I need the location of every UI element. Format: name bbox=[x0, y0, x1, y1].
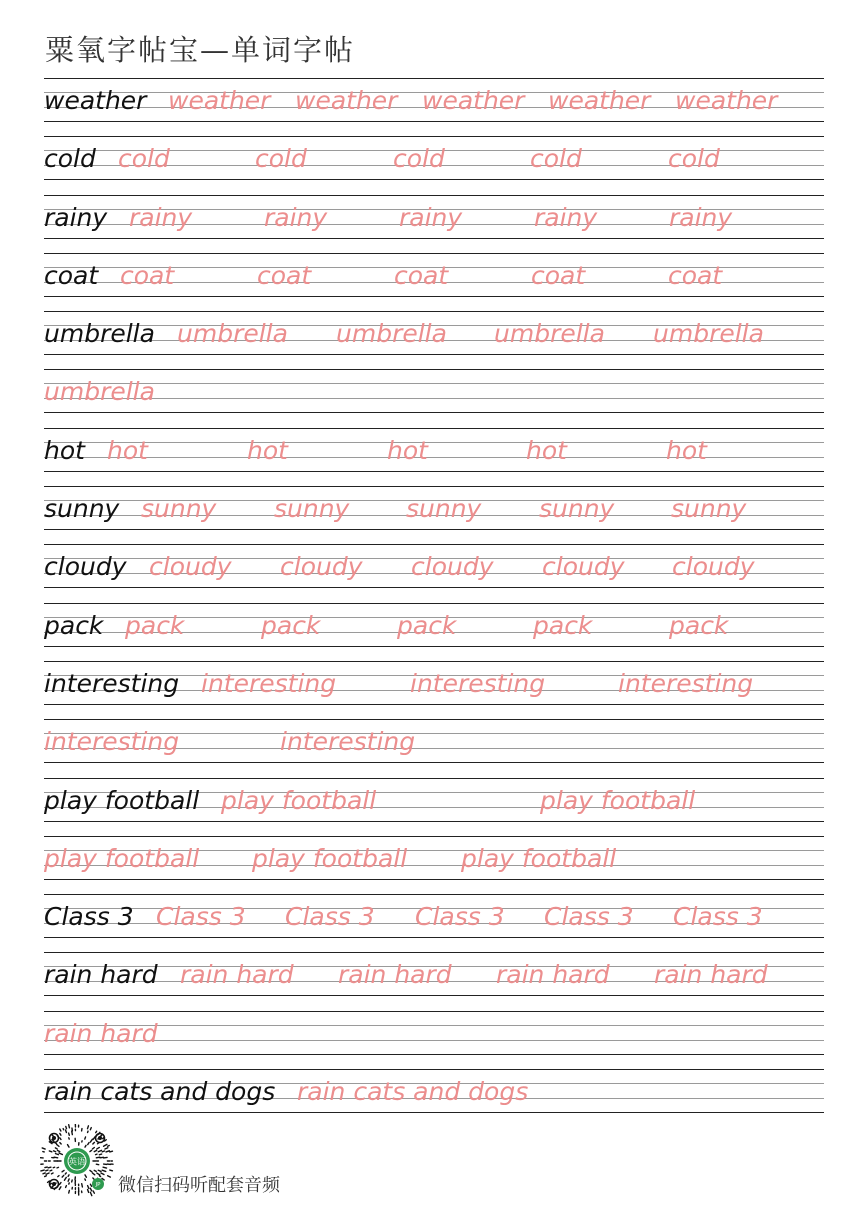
row-words bbox=[44, 957, 824, 993]
trace-word: rain hard bbox=[496, 960, 610, 990]
ruling-line bbox=[44, 719, 824, 720]
row-words bbox=[44, 316, 824, 352]
model-word: rainy bbox=[44, 202, 108, 232]
trace-word: hot bbox=[666, 435, 707, 465]
ruling-line bbox=[44, 646, 824, 647]
trace-word: interesting bbox=[618, 668, 754, 698]
ruling-line bbox=[44, 179, 824, 180]
ruling-line bbox=[44, 879, 824, 880]
trace-word: pack bbox=[397, 610, 457, 640]
ruling-line bbox=[44, 995, 824, 996]
qr-code-icon[interactable] bbox=[40, 1124, 114, 1198]
trace-word: rain hard bbox=[338, 960, 452, 990]
trace-word: coat bbox=[120, 260, 175, 290]
trace-word: cold bbox=[393, 144, 445, 174]
trace-word: hot bbox=[526, 435, 567, 465]
trace-word: hot bbox=[107, 435, 148, 465]
ruling-line bbox=[44, 354, 824, 355]
ruling-line bbox=[44, 778, 824, 779]
row-words bbox=[44, 899, 824, 935]
row-words bbox=[44, 491, 824, 527]
row-words bbox=[44, 83, 824, 119]
trace-word: pack bbox=[533, 610, 593, 640]
ruling-line bbox=[44, 1011, 824, 1012]
trace-word: Class 3 bbox=[156, 902, 246, 932]
ruling-line bbox=[44, 195, 824, 196]
ruling-line bbox=[44, 952, 824, 953]
trace-word: cold bbox=[668, 144, 720, 174]
trace-word: hot bbox=[387, 435, 428, 465]
practice-row bbox=[44, 425, 824, 483]
ruling-line bbox=[44, 603, 824, 604]
practice-row bbox=[44, 483, 824, 541]
model-word: hot bbox=[44, 435, 85, 465]
model-word: umbrella bbox=[44, 319, 155, 349]
model-word: cloudy bbox=[44, 552, 127, 582]
practice-row bbox=[44, 75, 824, 133]
model-word: interesting bbox=[44, 668, 180, 698]
ruling-line bbox=[44, 1112, 824, 1113]
trace-word: sunny bbox=[274, 494, 350, 524]
ruling-line bbox=[44, 121, 824, 122]
row-words bbox=[44, 783, 824, 819]
trace-word: rainy bbox=[264, 202, 328, 232]
trace-word: Class 3 bbox=[285, 902, 375, 932]
practice-row bbox=[44, 133, 824, 191]
practice-row bbox=[44, 1066, 824, 1124]
trace-word: cold bbox=[118, 144, 170, 174]
row-words bbox=[44, 841, 824, 877]
trace-word: rainy bbox=[399, 202, 463, 232]
model-word: rain hard bbox=[44, 960, 158, 990]
model-word: pack bbox=[44, 610, 104, 640]
ruling-line bbox=[44, 471, 824, 472]
practice-row bbox=[44, 308, 824, 366]
trace-word: umbrella bbox=[177, 319, 288, 349]
practice-row bbox=[44, 600, 824, 658]
trace-word: umbrella bbox=[44, 377, 155, 407]
model-word: cold bbox=[44, 144, 96, 174]
trace-word: play football bbox=[252, 843, 408, 873]
trace-word: interesting bbox=[201, 668, 337, 698]
trace-word: weather bbox=[295, 86, 398, 115]
ruling-line bbox=[44, 762, 824, 763]
trace-word: interesting bbox=[280, 727, 416, 757]
trace-word: play football bbox=[44, 843, 200, 873]
trace-word: interesting bbox=[410, 668, 546, 698]
row-words bbox=[44, 666, 824, 702]
ruling-line bbox=[44, 587, 824, 588]
ruling-line bbox=[44, 836, 824, 837]
model-word: Class 3 bbox=[44, 902, 134, 932]
row-words bbox=[44, 608, 824, 644]
ruling-line bbox=[44, 296, 824, 297]
trace-word: pack bbox=[261, 610, 321, 640]
ruling-line bbox=[44, 412, 824, 413]
row-words bbox=[44, 258, 824, 294]
ruling-line bbox=[44, 661, 824, 662]
row-words bbox=[44, 549, 824, 585]
trace-word: cloudy bbox=[149, 552, 232, 582]
practice-row bbox=[44, 192, 824, 250]
practice-row bbox=[44, 1008, 824, 1066]
trace-word: umbrella bbox=[336, 319, 447, 349]
model-word: play football bbox=[44, 785, 200, 815]
footer-text: 微信扫码听配套音频 bbox=[118, 1175, 280, 1196]
model-word: rain cats and dogs bbox=[44, 1077, 276, 1107]
ruling-line bbox=[44, 894, 824, 895]
practice-row bbox=[44, 541, 824, 599]
trace-word: weather bbox=[548, 86, 651, 115]
practice-area bbox=[44, 75, 824, 1124]
trace-word: rain hard bbox=[44, 1018, 158, 1048]
trace-word: rainy bbox=[669, 202, 733, 232]
trace-word: weather bbox=[168, 86, 271, 115]
ruling-line bbox=[44, 544, 824, 545]
trace-word: umbrella bbox=[494, 319, 605, 349]
ruling-line bbox=[44, 1054, 824, 1055]
trace-word: sunny bbox=[141, 494, 217, 524]
trace-word: coat bbox=[531, 260, 586, 290]
practice-row bbox=[44, 833, 824, 891]
ruling-line bbox=[44, 937, 824, 938]
practice-row bbox=[44, 658, 824, 716]
trace-word: rain hard bbox=[654, 960, 768, 990]
row-words bbox=[44, 200, 824, 236]
practice-row bbox=[44, 891, 824, 949]
footer bbox=[40, 1124, 360, 1204]
model-word: sunny bbox=[44, 494, 120, 524]
trace-word: rain cats and dogs bbox=[297, 1077, 529, 1107]
ruling-line bbox=[44, 136, 824, 137]
row-words bbox=[44, 433, 824, 469]
model-word: coat bbox=[44, 260, 99, 290]
model-word: weather bbox=[44, 86, 147, 115]
trace-word: play football bbox=[221, 785, 377, 815]
row-words bbox=[44, 724, 824, 760]
practice-row bbox=[44, 775, 824, 833]
trace-word: umbrella bbox=[653, 319, 764, 349]
ruling-line bbox=[44, 238, 824, 239]
practice-row bbox=[44, 949, 824, 1007]
trace-word: Class 3 bbox=[544, 902, 634, 932]
trace-word: Class 3 bbox=[673, 902, 763, 932]
trace-word: pack bbox=[125, 610, 185, 640]
row-words bbox=[44, 1074, 824, 1110]
trace-word: coat bbox=[394, 260, 449, 290]
ruling-line bbox=[44, 253, 824, 254]
badge-label: 英语 bbox=[68, 1157, 86, 1168]
badge-sub-label: JP bbox=[95, 1182, 101, 1189]
ruling-line bbox=[44, 369, 824, 370]
row-words bbox=[44, 374, 824, 410]
trace-word: hot bbox=[247, 435, 288, 465]
trace-word: cold bbox=[255, 144, 307, 174]
row-words bbox=[44, 1016, 824, 1052]
trace-word: Class 3 bbox=[415, 902, 505, 932]
trace-word: sunny bbox=[671, 494, 747, 524]
practice-row bbox=[44, 250, 824, 308]
trace-word: rain hard bbox=[180, 960, 294, 990]
trace-word: sunny bbox=[406, 494, 482, 524]
ruling-line bbox=[44, 486, 824, 487]
ruling-line bbox=[44, 821, 824, 822]
ruling-line bbox=[44, 78, 824, 79]
trace-word: cold bbox=[530, 144, 582, 174]
trace-word: play football bbox=[461, 843, 617, 873]
trace-word: rainy bbox=[129, 202, 193, 232]
ruling-line bbox=[44, 428, 824, 429]
ruling-line bbox=[44, 1069, 824, 1070]
trace-word: pack bbox=[669, 610, 729, 640]
trace-word: weather bbox=[675, 86, 778, 115]
ruling-line bbox=[44, 529, 824, 530]
trace-word: weather bbox=[422, 86, 525, 115]
practice-row bbox=[44, 716, 824, 774]
ruling-line bbox=[44, 311, 824, 312]
trace-word: play football bbox=[540, 785, 696, 815]
trace-word: coat bbox=[668, 260, 723, 290]
trace-word: rainy bbox=[534, 202, 598, 232]
trace-word: sunny bbox=[539, 494, 615, 524]
trace-word: cloudy bbox=[542, 552, 625, 582]
trace-word: coat bbox=[257, 260, 312, 290]
trace-word: interesting bbox=[44, 727, 180, 757]
row-words bbox=[44, 141, 824, 177]
practice-row bbox=[44, 366, 824, 424]
trace-word: cloudy bbox=[672, 552, 755, 582]
page-title: 粟氧字帖宝—单词字帖 bbox=[45, 33, 356, 67]
trace-word: cloudy bbox=[411, 552, 494, 582]
ruling-line bbox=[44, 704, 824, 705]
trace-word: cloudy bbox=[280, 552, 363, 582]
